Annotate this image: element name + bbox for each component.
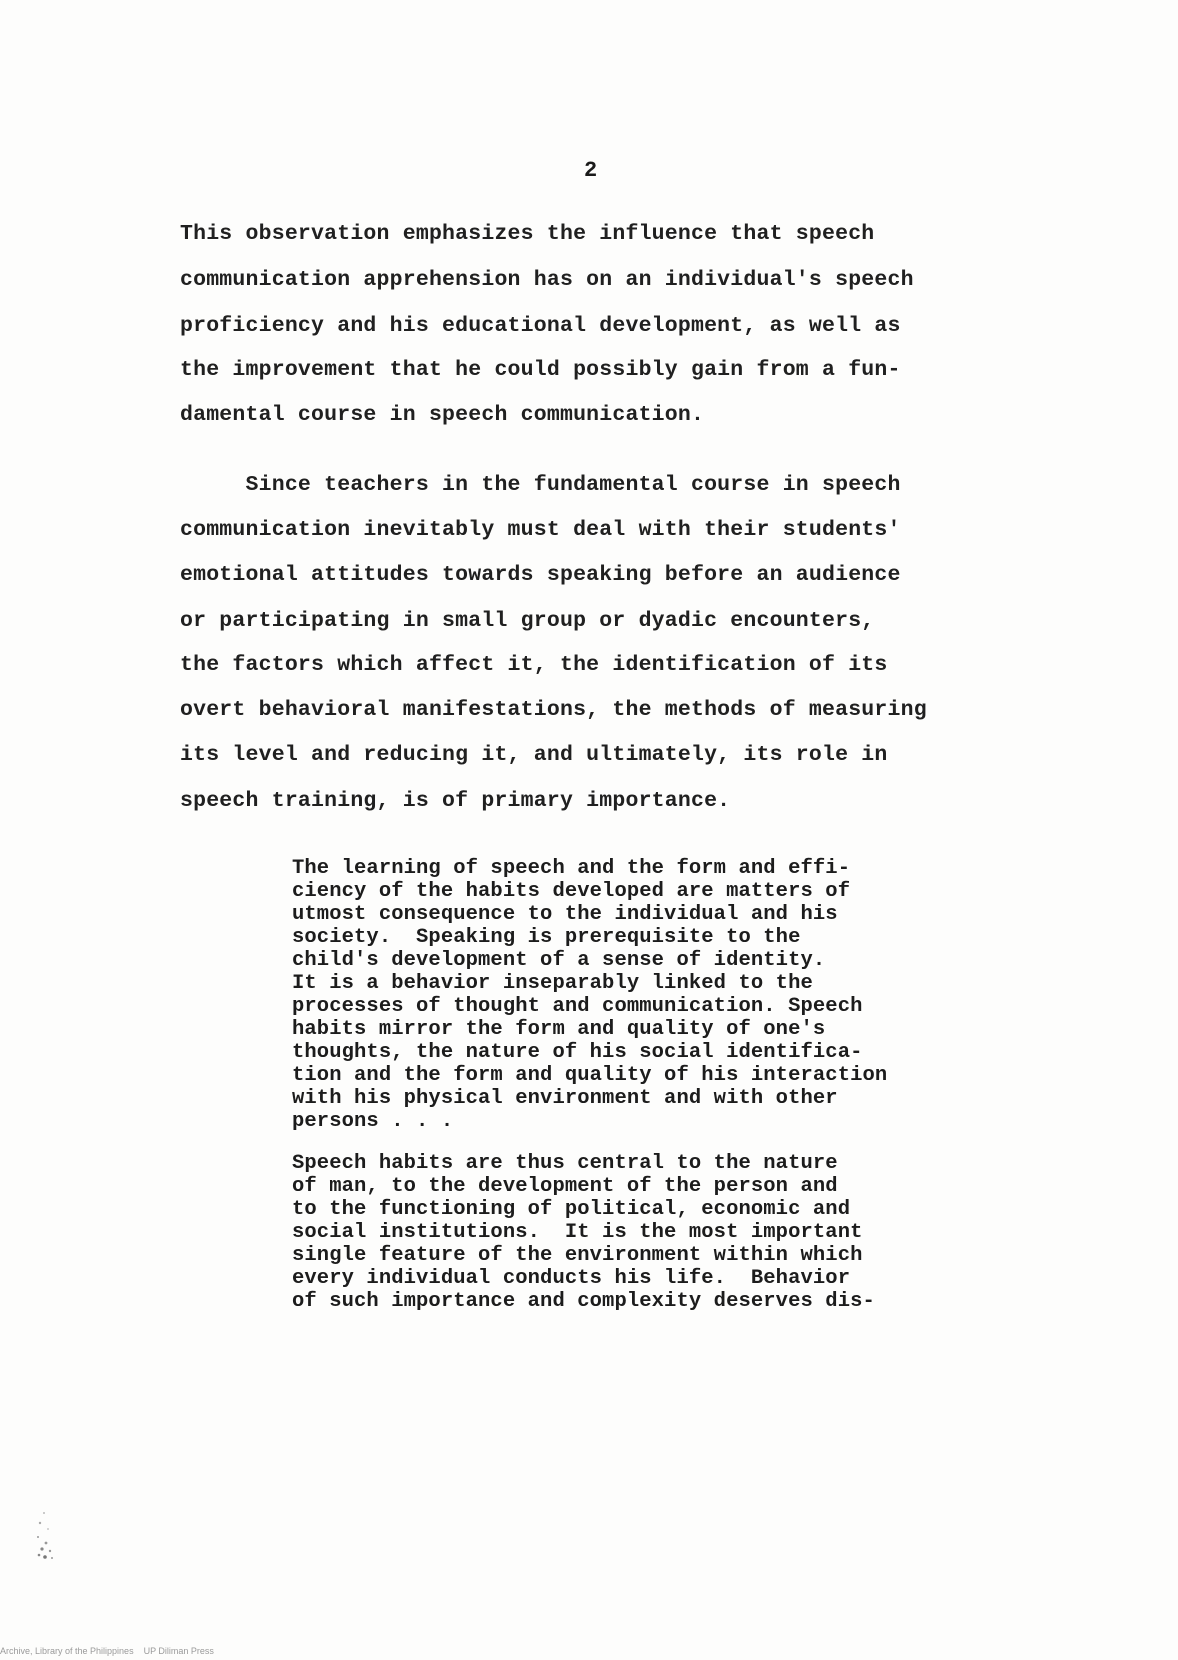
paragraph-line: This observation emphasizes the influence that speech	[180, 222, 875, 246]
block-quote-line: every individual conducts his life. Behavior	[292, 1267, 851, 1290]
block-quote-line: with his physical environment and with other	[292, 1087, 838, 1110]
paragraph-line: speech training, is of primary importance.	[180, 789, 731, 813]
paragraph-line: the improvement that he could possibly gain from a fun-	[180, 358, 901, 382]
block-quote-line: tion and the form and quality of his interaction	[292, 1064, 888, 1087]
block-quote-line: processes of thought and communication. Speech	[292, 995, 863, 1018]
block-quote-line: Speech habits are thus central to the nature	[292, 1152, 838, 1175]
block-quote-line: utmost consequence to the individual and his	[292, 903, 838, 926]
paragraph-line: proficiency and his educational development, as well as	[180, 314, 901, 338]
scan-footer-text: Archive, Library of the Philippines UP Diliman Press	[0, 1646, 214, 1656]
paragraph-line: Since teachers in the fundamental course in speech	[180, 473, 901, 497]
paragraph-line: emotional attitudes towards speaking before an audience	[180, 563, 901, 587]
paragraph-line: the factors which affect it, the identification of its	[180, 653, 888, 677]
paragraph-line: communication apprehension has on an individual's speech	[180, 268, 914, 292]
paragraph-line: or participating in small group or dyadic encounters,	[180, 609, 875, 633]
block-quote-line: It is a behavior inseparably linked to the	[292, 972, 813, 995]
block-quote-line: society. Speaking is prerequisite to the	[292, 926, 801, 949]
block-quote-line: to the functioning of political, economic and	[292, 1198, 851, 1221]
block-quote-line: social institutions. It is the most important	[292, 1221, 863, 1244]
paragraph-line: communication inevitably must deal with their students'	[180, 518, 901, 542]
block-quote-line: habits mirror the form and quality of one's	[292, 1018, 826, 1041]
paragraph-line: overt behavioral manifestations, the methods of measuring	[180, 698, 927, 722]
paragraph-line: damental course in speech communication.	[180, 403, 705, 427]
block-quote-line: of such importance and complexity deserves dis-	[292, 1290, 875, 1313]
paragraph-line: its level and reducing it, and ultimately, its role in	[180, 743, 888, 767]
block-quote-line: persons . . .	[292, 1110, 454, 1133]
block-quote-line: single feature of the environment within which	[292, 1244, 863, 1267]
block-quote-line: of man, to the development of the person and	[292, 1175, 838, 1198]
block-quote-line: thoughts, the nature of his social identifica-	[292, 1041, 863, 1064]
block-quote-line: The learning of speech and the form and effi-	[292, 857, 851, 880]
scan-artifact	[30, 1505, 60, 1565]
block-quote-line: child's development of a sense of identity.	[292, 949, 826, 972]
page-number: 2	[584, 158, 598, 183]
block-quote-line: ciency of the habits developed are matters of	[292, 880, 851, 903]
